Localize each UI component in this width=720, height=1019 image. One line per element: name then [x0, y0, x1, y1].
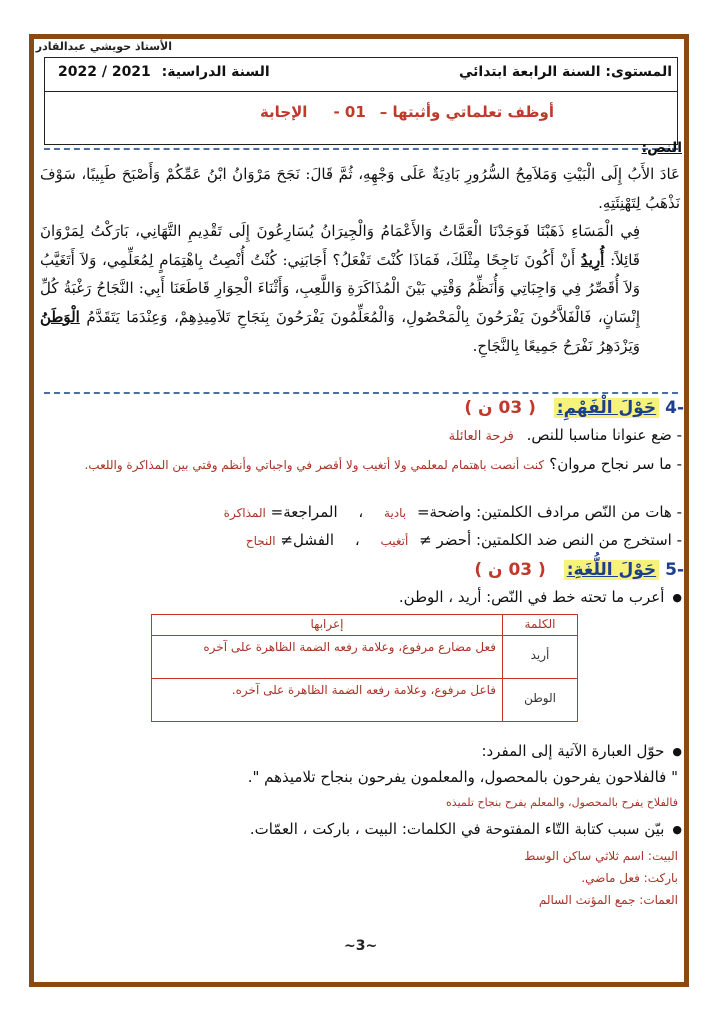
s4-a4-antonym-2: النجاح: [245, 534, 276, 548]
page-title: [260, 103, 554, 121]
section-5-title: حَوْلَ اللُّغَةِ:: [564, 560, 659, 580]
s4-a3-synonym-1: بادية: [384, 506, 407, 520]
passage-p2a: فِي الْمَسَاءِ ذَهَبْنَا فَوَجَدْنَا الْعَمَّاتُ وَالأَعْمَامُ وَالْجِيرَانُ يُسَارِعُونَ إِلَى تَقْدِيمِ التَّهَانِي، بَارَكْتُ لِمَرْوَانَ قَائِلاً:: [40, 222, 640, 269]
passage-paragraph-2: [40, 217, 680, 360]
text-label: النص:: [641, 140, 682, 156]
section-4-title: حَوْلَ الْفَهْمِ:: [554, 398, 659, 418]
s4-question-2: - ما سر نجاح مروان؟ كنت أنصت باهتمام لمعلمي ولا أتغيب ولا أقصر في واجباتي وأنظم وقتي بين المذاكرة واللعب.: [84, 455, 682, 473]
school-year-value: 2022 / 2021: [58, 64, 151, 80]
school-year: [58, 64, 270, 80]
section-5-points: ( 03 ن ): [474, 560, 546, 580]
s5-a2-answer: فالفلاح يفرح بالمحصول، والمعلم يفرح بنجاح تلميذه: [446, 796, 678, 809]
s4-a1-answer: فرحة العائلة: [448, 429, 514, 444]
passage: [40, 160, 680, 360]
s4-q1-text: ضع عنوانا مناسبا للنص.: [526, 426, 672, 444]
title-answer: الإجابة: [259, 103, 308, 121]
table-row: [152, 636, 578, 679]
s5-question-3: ● بيّن سبب كتابة التّاء المفتوحة في الكلمات: البيت ، باركت ، العمّات.: [250, 820, 682, 838]
section-4-points: ( 03 ن ): [464, 398, 536, 418]
s4-q4-mid: الفشل≠: [280, 531, 335, 549]
irab-word: أريد: [503, 636, 578, 679]
irab-value: فاعل مرفوع، وعلامة رفعه الضمة الظاهرة على آخره.: [152, 679, 503, 722]
divider-top: [44, 148, 678, 150]
irab-header-irab: إعرابها: [152, 615, 503, 636]
s4-a3-synonym-2: المذاكرة: [223, 506, 266, 520]
s4-q3-mid: المراجعة=: [270, 503, 338, 521]
s5-q2-quote: " فالفلاحون يفرحون بالمحصول، والمعلمون يفرحون بنجاح تلاميذهم ".: [247, 768, 678, 786]
s4-a4-antonym-1: أتغيب: [380, 534, 409, 548]
title-number: 01 -: [333, 103, 366, 121]
s4-question-4: - استخرج من النص ضد الكلمتين: أحضر ≠ أتغيب ، الفشل≠ النجاح: [245, 531, 682, 549]
s4-q3-lead: هات من النّص مرادف الكلمتين: واضحة=: [416, 503, 672, 521]
header-divider: [45, 91, 677, 92]
s5-question-2: ● حوّل العبارة الآتية إلى المفرد:: [482, 742, 683, 760]
passage-p2b: أَنْ أَكُونَ نَاجِحًا مِثْلَكَ، فَمَاذَا كُنْتَ تَفْعَلُ؟ أَجَابَنِي: كُنْتُ أُنْصِتُ بِاهْتِمَامٍ لِمُعَلِّمِي، وَلاَ أَتَغَيَّبُ وَلاَ أُقَصِّرُ فِي وَاجِبَاتِي وَأُنَظِّمُ وَقْتِي بَيْنَ الْمُذَاكَرَةِ وَاللَّعِبِ، وَأَثْنَاءَ الْحِوَارِ قَاطَعَنَا أَبِي: النَّجَاحُ رَغْبَةُ كُلِّ إِنْسَانٍ، فَالْفَلاَّحُونَ يَفْرَحُونَ بِالْمَحْصُولِ، وَالْمُعَلِّمُونَ يَفْرَحُونَ بِنَجَاحِ تَلاَمِيذِهِمْ، وَعِنْدَمَا يَتَقَدَّمُ: [40, 250, 640, 326]
s5-a3-line-3: العمات: جمع المؤنث السالم: [538, 893, 678, 907]
teacher-name: الأستاذ حويشي عبدالقادر: [35, 40, 172, 53]
s4-question-3: - هات من النّص مرادف الكلمتين: واضحة= بادية ، المراجعة= المذاكرة: [223, 503, 682, 521]
school-year-label: السنة الدراسية:: [161, 64, 270, 80]
irab-header-word: الكلمة: [503, 615, 578, 636]
section-4-heading: [464, 398, 684, 418]
word-arid-underlined: أُرِيدُ: [580, 250, 605, 269]
s5-question-1: ● أعرب ما تحته خط في النّص: أريد ، الوطن.: [399, 588, 682, 606]
passage-p2c: وَيَزْدَهِرُ نَفْرَحُ جَمِيعًا بِالنَّجَاحِ.: [472, 336, 640, 355]
s5-a3-line-1: البيت: اسم ثلاثي ساكن الوسط: [524, 849, 678, 863]
section-4-number: -4: [665, 398, 684, 418]
section-5-heading: [474, 560, 684, 580]
irab-table-header: [152, 615, 578, 636]
section-5-number: -5: [665, 560, 684, 580]
s4-q4-lead: استخرج من النص ضد الكلمتين: أحضر ≠: [419, 531, 672, 549]
s5-a3-line-2: باركت: فعل ماضي.: [581, 871, 678, 885]
irab-table: [151, 614, 578, 722]
page-number: ~3~: [344, 938, 378, 954]
passage-paragraph-1: عَادَ الأَبُ إِلَى الْبَيْتِ وَمَلاَمِحُ السُّرُورِ بَادِيَةٌ عَلَى وَجْهِهِ، ثُمَّ قَالَ: نَجَحَ مَرْوَانُ ابْنُ عَمِّكُمْ وَأَصْبَحَ طَبِيبًا، سَوْفَ نَذْهَبُ لِتَهْنِئَتِهِ.: [40, 165, 680, 212]
word-watan-underlined: الْوَطَنُ: [40, 307, 80, 326]
title-main: أوظف تعلماتي وأثبتها –: [379, 103, 554, 121]
divider-middle: [44, 392, 678, 394]
s4-q2-text: ما سر نجاح مروان؟: [549, 455, 672, 473]
irab-word: الوطن: [503, 679, 578, 722]
table-row: [152, 679, 578, 722]
irab-value: فعل مضارع مرفوع، وعلامة رفعه الضمة الظاهرة على آخره: [152, 636, 503, 679]
level-label: المستوى: السنة الرابعة ابتدائي: [458, 64, 672, 80]
s4-question-1: - ضع عنوانا مناسبا للنص. فرحة العائلة: [448, 426, 682, 444]
s4-a2-answer: كنت أنصت باهتمام لمعلمي ولا أتغيب ولا أقصر في واجباتي وأنظم وقتي بين المذاكرة واللعب.: [84, 458, 545, 472]
